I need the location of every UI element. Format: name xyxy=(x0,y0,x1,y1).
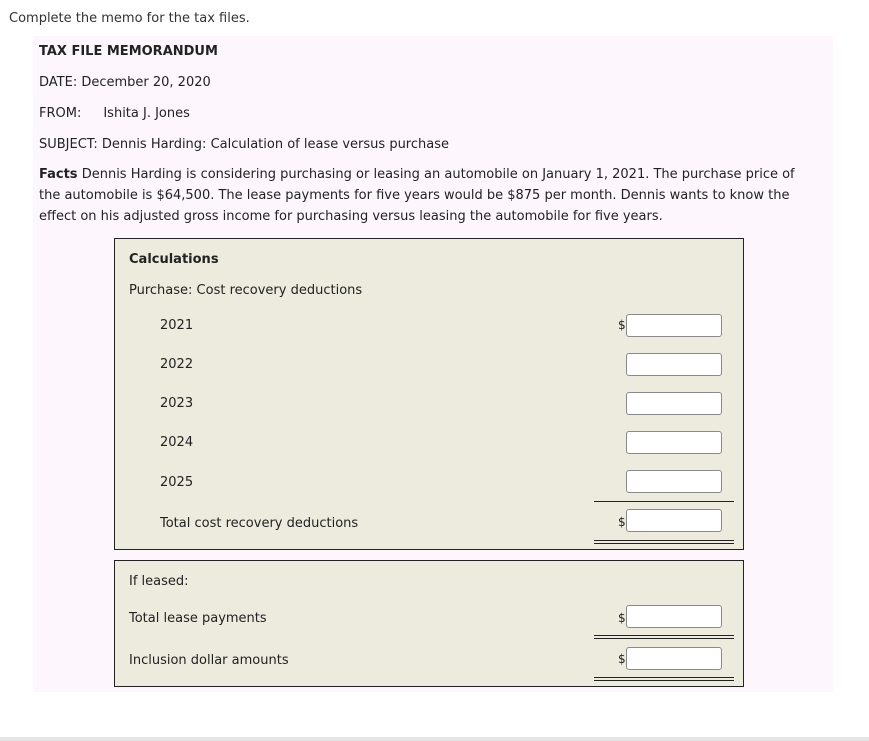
lease-payments-double-rule xyxy=(594,635,734,639)
calculations-heading: Calculations xyxy=(129,252,219,267)
inclusion-amounts-label: Inclusion dollar amounts xyxy=(129,653,289,668)
memo-from-name: Ishita J. Jones xyxy=(103,106,190,121)
year-label-2021: 2021 xyxy=(160,318,194,333)
inclusion-amounts-input[interactable] xyxy=(626,647,722,670)
currency-lease-payments: $ xyxy=(618,611,626,625)
purchase-label: Purchase: Cost recovery deductions xyxy=(129,283,363,298)
memo-title: TAX FILE MEMORANDUM xyxy=(39,44,218,59)
amount-input-2024[interactable] xyxy=(626,431,722,454)
total-cost-recovery-input[interactable] xyxy=(626,509,722,532)
memo-facts xyxy=(39,164,809,227)
amount-input-2022[interactable] xyxy=(626,353,722,376)
year-label-2023: 2023 xyxy=(160,396,194,411)
memo-facts-label: Facts xyxy=(39,167,78,182)
memo-subject: SUBJECT: Dennis Harding: Calculation of lease versus purchase xyxy=(39,137,449,152)
total-double-rule xyxy=(594,540,734,544)
lease-heading: If leased: xyxy=(129,574,189,589)
currency-inclusion: $ xyxy=(618,652,626,666)
total-lease-payments-label: Total lease payments xyxy=(129,611,267,626)
amount-input-2025[interactable] xyxy=(626,470,722,493)
inclusion-double-rule xyxy=(594,677,734,681)
total-cost-recovery-label: Total cost recovery deductions xyxy=(160,516,359,531)
subtotal-rule xyxy=(594,501,734,502)
amount-input-2021[interactable] xyxy=(626,314,722,337)
bottom-divider xyxy=(0,737,869,741)
total-lease-payments-input[interactable] xyxy=(626,605,722,628)
memo-facts-text: Dennis Harding is considering purchasing or leasing an automobile on January 1, 2021. The purchase price of the automobile is $64,500. The lease payments for five years would be $875 per month. Dennis wants to know the effect on his adjusted gross income for purchasing versus leasing the automobile for five years. xyxy=(39,167,795,224)
memo-date: DATE: December 20, 2020 xyxy=(39,75,211,90)
year-label-2024: 2024 xyxy=(160,435,194,450)
year-label-2022: 2022 xyxy=(160,357,194,372)
currency-total: $ xyxy=(618,515,626,529)
lease-panel xyxy=(114,560,744,687)
instruction-text: Complete the memo for the tax files. xyxy=(9,11,250,26)
amount-input-2023[interactable] xyxy=(626,392,722,415)
year-label-2025: 2025 xyxy=(160,475,194,490)
calculations-panel xyxy=(114,238,744,550)
currency-2021: $ xyxy=(618,318,626,332)
memo-from xyxy=(39,106,190,121)
memo-from-label: FROM: xyxy=(39,106,82,121)
